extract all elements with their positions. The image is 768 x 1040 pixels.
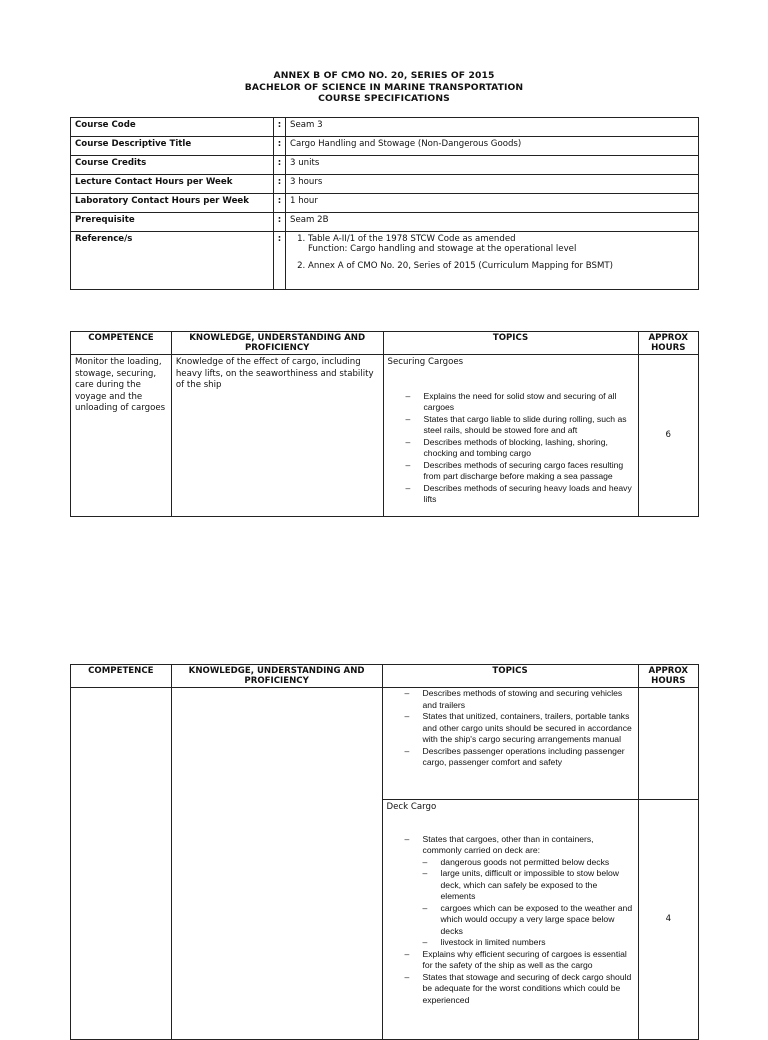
course-title-label: Course Descriptive Title <box>71 137 274 156</box>
list-item: – States that unitized, containers, trailers, portable tanks and other cargo units should be secured in accordance with the ship's cargo securing arrangements manual <box>387 711 634 746</box>
lab-hours-label: Laboratory Contact Hours per Week <box>71 194 274 213</box>
table-header-row <box>71 665 699 688</box>
hours-cell: 4 <box>638 800 698 1040</box>
knowledge-header: KNOWLEDGE, UNDERSTANDING AND PROFICIENCY <box>171 332 383 355</box>
header-line-program: BACHELOR OF SCIENCE IN MARINE TRANSPORTATION <box>244 81 524 93</box>
references-row <box>71 232 699 290</box>
sub-list <box>405 857 634 949</box>
lecture-hours-row <box>71 175 699 194</box>
list-item: – States that stowage and securing of deck cargo should be adequate for the worst conditions which could be experienced <box>387 972 634 1007</box>
colon: : <box>274 137 286 156</box>
course-code-value: Seam 3 <box>286 118 699 137</box>
prerequisite-label: Prerequisite <box>71 213 274 232</box>
topic-title: Securing Cargoes <box>387 357 464 367</box>
topics-header: TOPICS <box>382 665 638 688</box>
hours-header: APPROX HOURS <box>638 332 698 355</box>
colon: : <box>274 118 286 137</box>
hours-header: APPROX HOURS <box>638 665 698 688</box>
prerequisite-value: Seam 2B <box>286 213 699 232</box>
list-item <box>387 834 634 949</box>
sub-list-item: – large units, difficult or impossible to stow below deck, which can safely be exposed to the elements <box>405 868 634 903</box>
competence-table-2 <box>70 664 699 1040</box>
course-credits-value: 3 units <box>286 156 699 175</box>
colon: : <box>274 175 286 194</box>
competence-header: COMPETENCE <box>71 332 172 355</box>
list-item: – Describes methods of securing heavy loads and heavy lifts <box>388 483 634 506</box>
hours-cell: 6 <box>638 355 698 517</box>
hours-cell <box>638 688 698 800</box>
lab-hours-value: 1 hour <box>286 194 699 213</box>
list-item-text: States that cargoes, other than in containers, commonly carried on deck are: <box>422 833 594 855</box>
course-code-label: Course Code <box>71 118 274 137</box>
list-item: – Explains why efficient securing of cargoes is essential for the safety of the ship as well as the cargo <box>387 949 634 972</box>
colon: : <box>274 194 286 213</box>
topics-header: TOPICS <box>383 332 638 355</box>
reference-1-line-2: Function: Cargo handling and stowage at the operational level <box>308 244 577 254</box>
list-item: – States that cargo liable to slide during rolling, such as steel rails, should be stowed fore and aft <box>388 414 634 437</box>
competence-cell: Monitor the loading, stowage, securing, care during the voyage and the unloading of cargoes <box>71 355 172 517</box>
references-list <box>290 234 694 271</box>
list-item: – Explains the need for solid stow and securing of all cargoes <box>388 391 634 414</box>
competence-cell <box>71 688 172 1040</box>
references-value <box>286 232 699 290</box>
list-item: – Describes methods of blocking, lashing, shoring, chocking and tombing cargo <box>388 437 634 460</box>
topics-cell <box>382 688 638 800</box>
prerequisite-row <box>71 213 699 232</box>
lecture-hours-label: Lecture Contact Hours per Week <box>71 175 274 194</box>
competence-table-1 <box>70 331 699 517</box>
knowledge-cell: Knowledge of the effect of cargo, including heavy lifts, on the seaworthiness and stability of the ship <box>171 355 383 517</box>
topics-cell <box>383 355 638 517</box>
document-header <box>0 70 768 105</box>
table-header-row <box>71 332 699 355</box>
list-item: – Describes methods of stowing and securing vehicles and trailers <box>387 688 634 711</box>
course-info-table <box>70 117 699 290</box>
list-item: – Describes methods of securing cargo faces resulting from part discharge before making a sea passage <box>388 460 634 483</box>
topic-list <box>387 688 634 769</box>
table-row <box>71 355 699 517</box>
course-code-row <box>71 118 699 137</box>
sub-list-item: – livestock in limited numbers <box>405 937 634 949</box>
colon: : <box>274 232 286 290</box>
topics-cell <box>382 800 638 1040</box>
header-line-annex: ANNEX B OF CMO NO. 20, SERIES OF 2015 <box>273 70 495 81</box>
knowledge-header: KNOWLEDGE, UNDERSTANDING AND PROFICIENCY <box>171 665 382 688</box>
reference-item: 2. Annex A of CMO No. 20, Series of 2015 (Curriculum Mapping for BSMT) <box>308 261 694 271</box>
course-title-row <box>71 137 699 156</box>
list-item: – Describes passenger operations including passenger cargo, passenger comfort and safety <box>387 746 634 769</box>
references-label: Reference/s <box>71 232 274 290</box>
topic-list <box>387 834 634 1007</box>
colon: : <box>274 156 286 175</box>
sub-list-item: – dangerous goods not permitted below decks <box>405 857 634 869</box>
topic-title: Deck Cargo <box>386 802 437 812</box>
sub-list-item: – cargoes which can be exposed to the weather and which would occupy a very large space below decks <box>405 903 634 938</box>
course-title-value: Cargo Handling and Stowage (Non-Dangerous Goods) <box>286 137 699 156</box>
knowledge-cell <box>171 688 382 1040</box>
colon: : <box>274 213 286 232</box>
lab-hours-row <box>71 194 699 213</box>
table-row <box>71 688 699 800</box>
header-line-specs: COURSE SPECIFICATIONS <box>318 93 450 104</box>
competence-header: COMPETENCE <box>71 665 172 688</box>
reference-1-line-1: Table A-II/1 of the 1978 STCW Code as amended <box>308 234 516 244</box>
course-credits-row <box>71 156 699 175</box>
lecture-hours-value: 3 hours <box>286 175 699 194</box>
reference-item <box>308 234 694 254</box>
course-credits-label: Course Credits <box>71 156 274 175</box>
topic-list <box>388 391 634 506</box>
